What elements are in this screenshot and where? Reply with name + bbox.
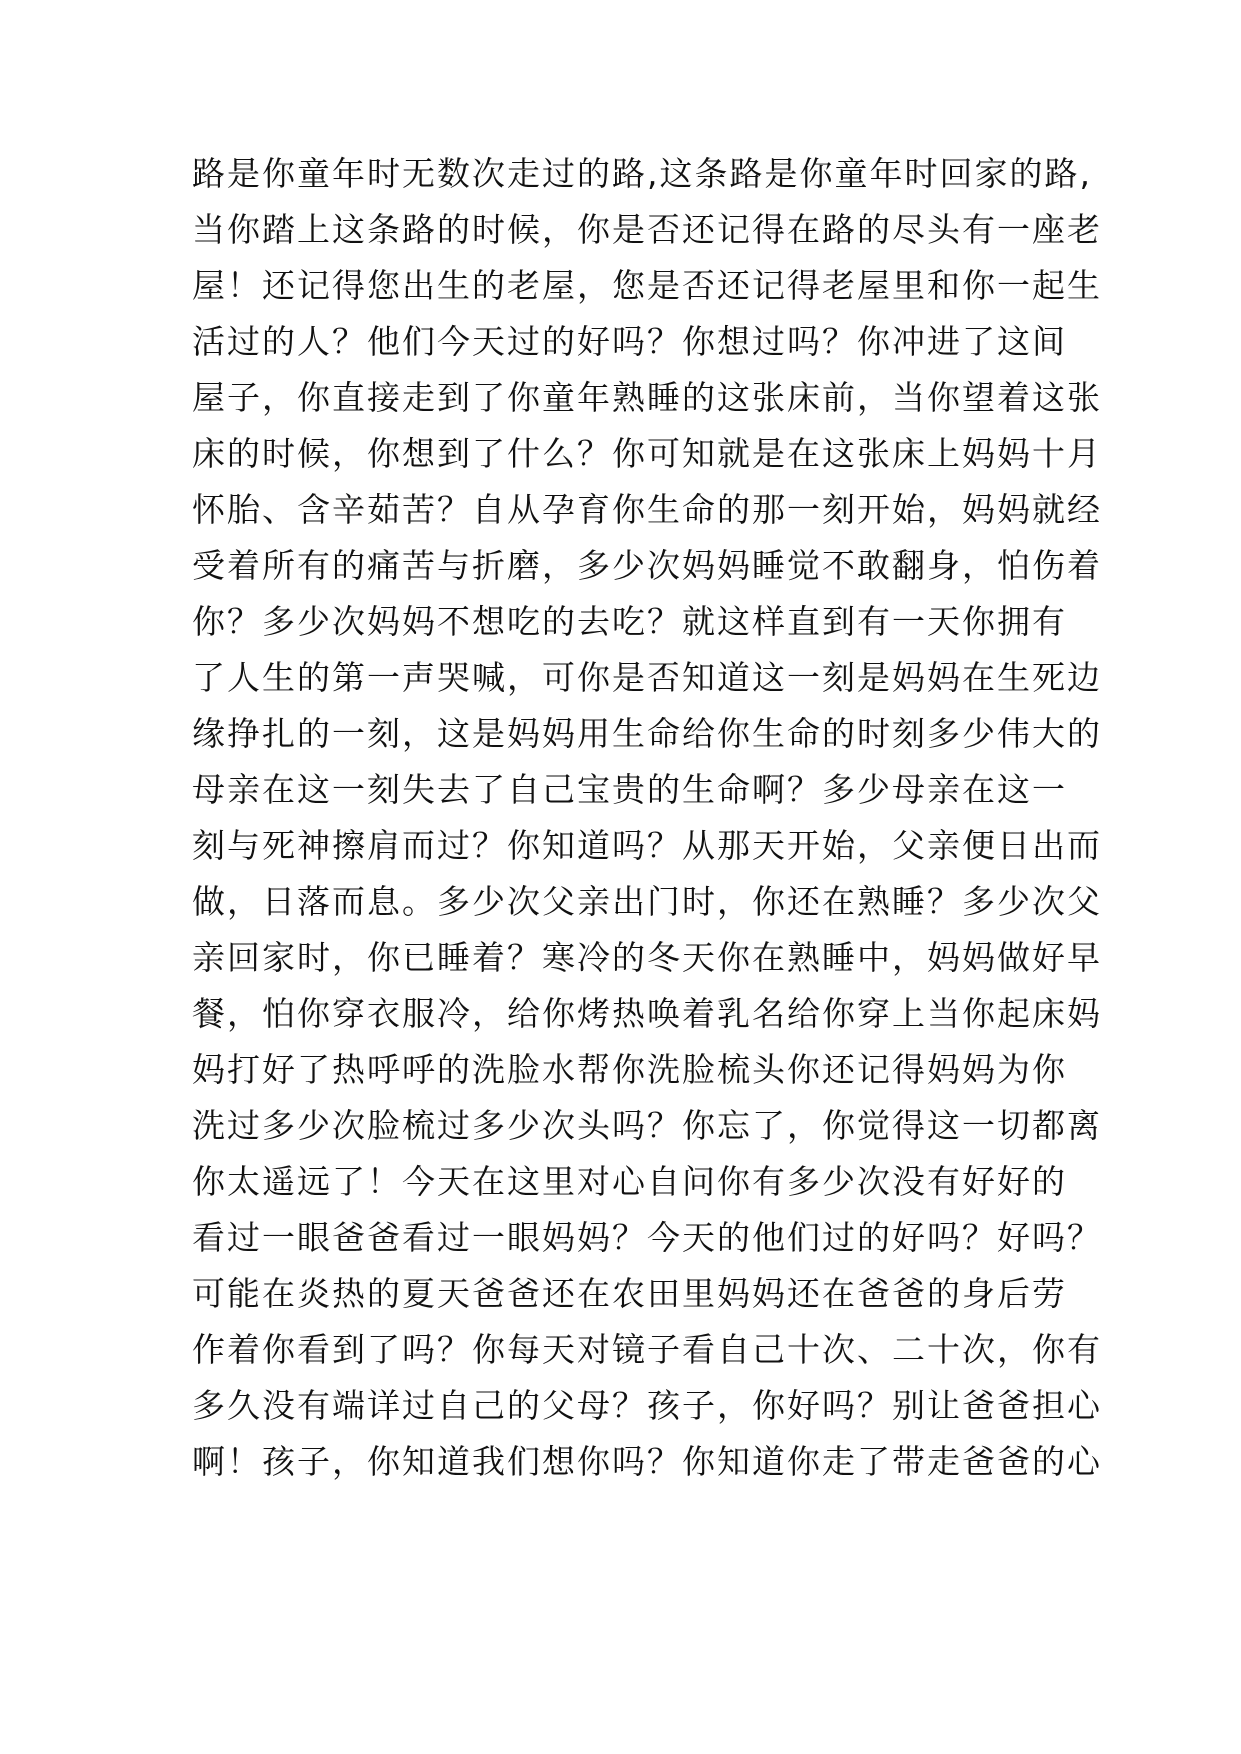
text-line: 你太遥远了！今天在这里对心自问你有多少次没有好好的: [192, 1162, 1067, 1201]
text-line: 作着你看到了吗？你每天对镜子看自己十次、二十次，你有: [192, 1330, 1102, 1369]
text-line: 洗过多少次脸梳过多少次头吗？你忘了，你觉得这一切都离: [192, 1106, 1102, 1145]
text-line: 亲回家时，你已睡着？寒冷的冬天你在熟睡中，妈妈做好早: [192, 938, 1102, 977]
text-line: 受着所有的痛苦与折磨，多少次妈妈睡觉不敢翻身，怕伤着: [192, 546, 1102, 585]
text-line: 刻与死神擦肩而过？你知道吗？从那天开始，父亲便日出而: [192, 826, 1102, 865]
text-line: 怀胎、含辛茹苦？自从孕育你生命的那一刻开始，妈妈就经: [192, 490, 1102, 529]
text-line: 餐，怕你穿衣服冷，给你烤热唤着乳名给你穿上当你起床妈: [192, 994, 1102, 1033]
text-line: 看过一眼爸爸看过一眼妈妈？今天的他们过的好吗？好吗？: [192, 1218, 1102, 1257]
text-line: 妈打好了热呼呼的洗脸水帮你洗脸梳头你还记得妈妈为你: [192, 1050, 1067, 1089]
text-line: 屋！还记得您出生的老屋，您是否还记得老屋里和你一起生: [192, 266, 1102, 305]
text-line: 啊！孩子，你知道我们想你吗？你知道你走了带走爸爸的心: [192, 1442, 1102, 1481]
text-line: 可能在炎热的夏天爸爸还在农田里妈妈还在爸爸的身后劳: [192, 1274, 1067, 1313]
text-line: 活过的人？他们今天过的好吗？你想过吗？你冲进了这间: [192, 322, 1067, 361]
text-line: 路是你童年时无数次走过的路,这条路是你童年时回家的路,: [192, 154, 1092, 193]
text-line: 多久没有端详过自己的父母？孩子，你好吗？别让爸爸担心: [192, 1386, 1102, 1425]
text-line: 母亲在这一刻失去了自己宝贵的生命啊？多少母亲在这一: [192, 770, 1067, 809]
text-line: 缘挣扎的一刻，这是妈妈用生命给你生命的时刻多少伟大的: [192, 714, 1102, 753]
text-line: 屋子，你直接走到了你童年熟睡的这张床前，当你望着这张: [192, 378, 1102, 417]
text-line: 了人生的第一声哭喊，可你是否知道这一刻是妈妈在生死边: [192, 658, 1102, 697]
text-line: 当你踏上这条路的时候，你是否还记得在路的尽头有一座老: [192, 210, 1102, 249]
text-line: 床的时候，你想到了什么？你可知就是在这张床上妈妈十月: [192, 434, 1102, 473]
text-line: 做，日落而息。多少次父亲出门时，你还在熟睡？多少次父: [192, 882, 1102, 921]
text-line: 你？多少次妈妈不想吃的去吃？就这样直到有一天你拥有: [192, 602, 1067, 641]
